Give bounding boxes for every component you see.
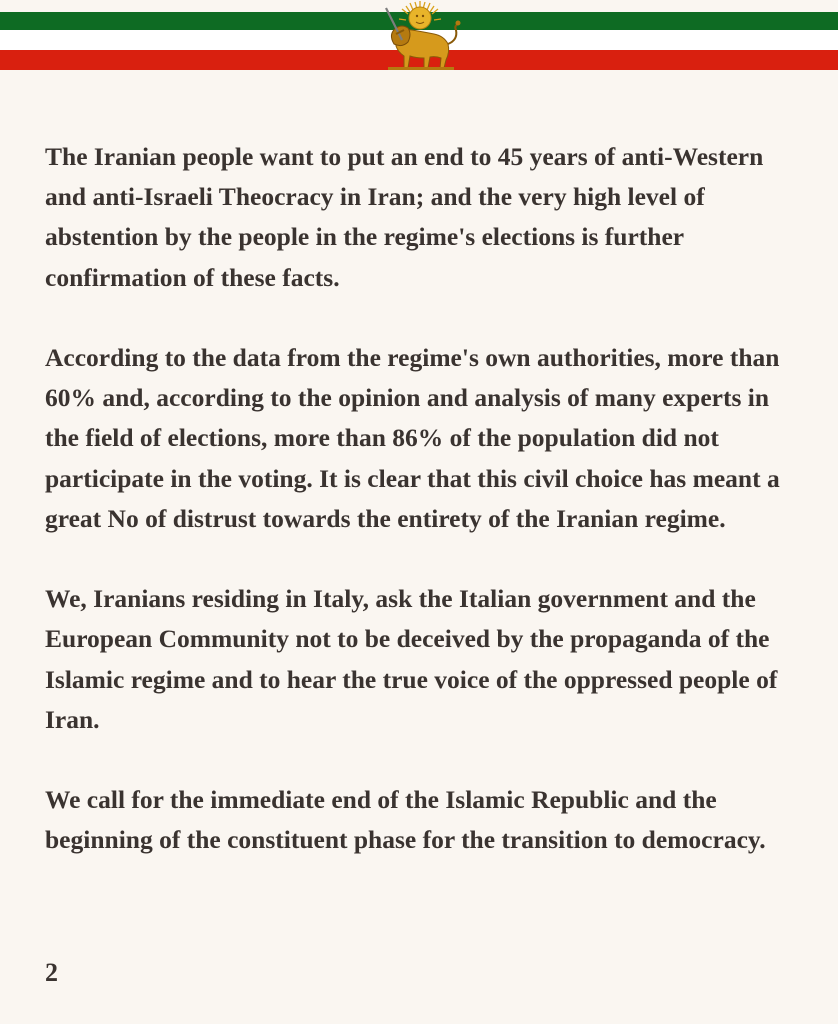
paragraph-4: We call for the immediate end of the Islamic Republic and the beginning of the constituent phase for the transition to democracy.: [45, 785, 766, 855]
paragraph-3: We, Iranians residing in Italy, ask the Italian government and the European Community not to be deceived by the propaganda of the Islamic regime and to hear the true voice of the oppressed people of Iran.: [45, 584, 778, 734]
document-body: [45, 137, 805, 901]
flag-banner: [0, 0, 838, 75]
paragraph-1: The Iranian people want to put an end to 45 years of anti-Western and anti-Israeli Theocracy in Iran; and the very high level of abstention by the people in the regime's elections is further confirmation of these facts.: [45, 142, 764, 292]
lion-and-sun-emblem-icon: [374, 0, 464, 72]
page-number: 2: [45, 958, 58, 987]
paragraph-2: According to the data from the regime's own authorities, more than 60% and, according to the opinion and analysis of many experts in the field of elections, more than 86% of the population did not participate in the voting. It is clear that this civil choice has meant a great No of distrust towards the entirety of the Iranian regime.: [45, 343, 780, 533]
